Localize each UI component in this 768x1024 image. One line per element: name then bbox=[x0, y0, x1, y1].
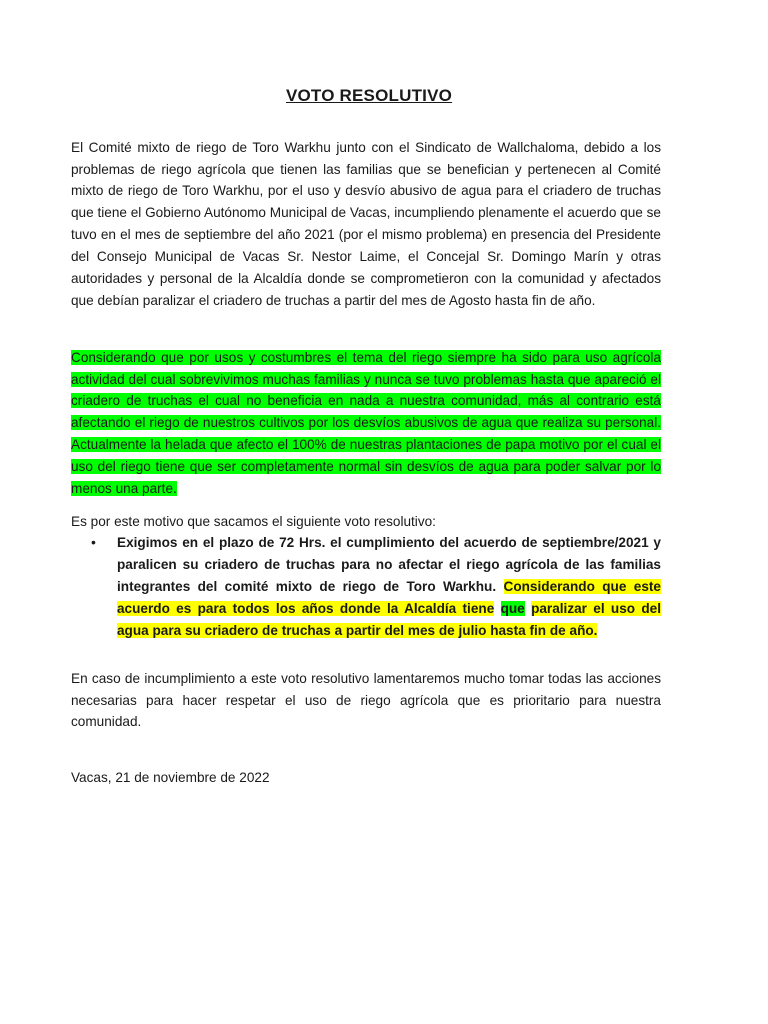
paragraph-incumplimiento: En caso de incumplimiento a este voto resolutivo lamentaremos mucho tomar todas las acciones necesarias para hacer respetar el uso de riego agrícola que es prioritario para nuestra comunidad. bbox=[71, 670, 661, 730]
paragraph-intro: El Comité mixto de riego de Toro Warkhu junto con el Sindicato de Wallchaloma, debido a los problemas de riego agrícola que tienen las familias que se benefician y pertenecen al Comité mixto de riego de Toro Warkhu, por el uso y desvío abusivo de agua para el criadero de truchas que tiene el Gobierno Autónomo Municipal de Vacas, incumpliendo plenamente el acuerdo que se tuvo en el mes de septiembre del año 2021 (por el mismo problema) en presencia del Presidente del Consejo Municipal de Vacas Sr. Nestor Laime, el Concejal Sr. Domingo Marín y otras autoridades y personal de la Alcaldía donde se comprometieron con la comunidad y afectados que debían paralizar el criadero de truchas a partir del mes de Agosto hasta fin de año. bbox=[71, 139, 661, 308]
paragraph-considerando bbox=[71, 347, 661, 500]
paragraph-motivo: Es por este motivo que sacamos el siguiente voto resolutivo: bbox=[71, 513, 436, 529]
bullet-list-item bbox=[71, 532, 661, 642]
date-line: Vacas, 21 de noviembre de 2022 bbox=[71, 770, 270, 785]
highlighted-text-green: Considerando que por usos y costumbres el tema del riego siempre ha sido para uso agrícola actividad del cual sobrevivimos muchas familias y nunca se tuvo problemas hasta que apareció el criadero de truchas el cual no beneficia en nada a nuestra comunidad, más al contrario está afectando el riego de nuestros cultivos por los desvíos abusivos de agua que realiza su personal. Actualmente la helada que afecto el 100% de nuestras plantaciones de papa motivo por el cual el uso del riego tiene que ser completamente normal sin desvíos de agua para poder salvar por lo menos una parte. bbox=[71, 349, 661, 497]
highlighted-text-yellow-2: paralizar el uso del agua para su criadero de truchas a partir del mes de julio hasta fin de año. bbox=[117, 600, 662, 638]
document-title: VOTO RESOLUTIVO bbox=[285, 86, 453, 105]
bullet-marker: • bbox=[91, 534, 96, 550]
bullet-text-plain: Exigimos en el plazo de 72 Hrs. el cumplimiento del acuerdo de septiembre/2021 y paralicen su criadero de truchas para no afectar el riego agrícola de las familias integrantes del comité mixto de riego de Toro Warkhu. bbox=[117, 535, 661, 594]
highlighted-text-yellow-1: Considerando que este acuerdo es para todos los años donde la Alcaldía tiene bbox=[117, 578, 661, 616]
highlighted-word-green: que bbox=[500, 600, 525, 616]
bullet-text bbox=[117, 532, 661, 642]
